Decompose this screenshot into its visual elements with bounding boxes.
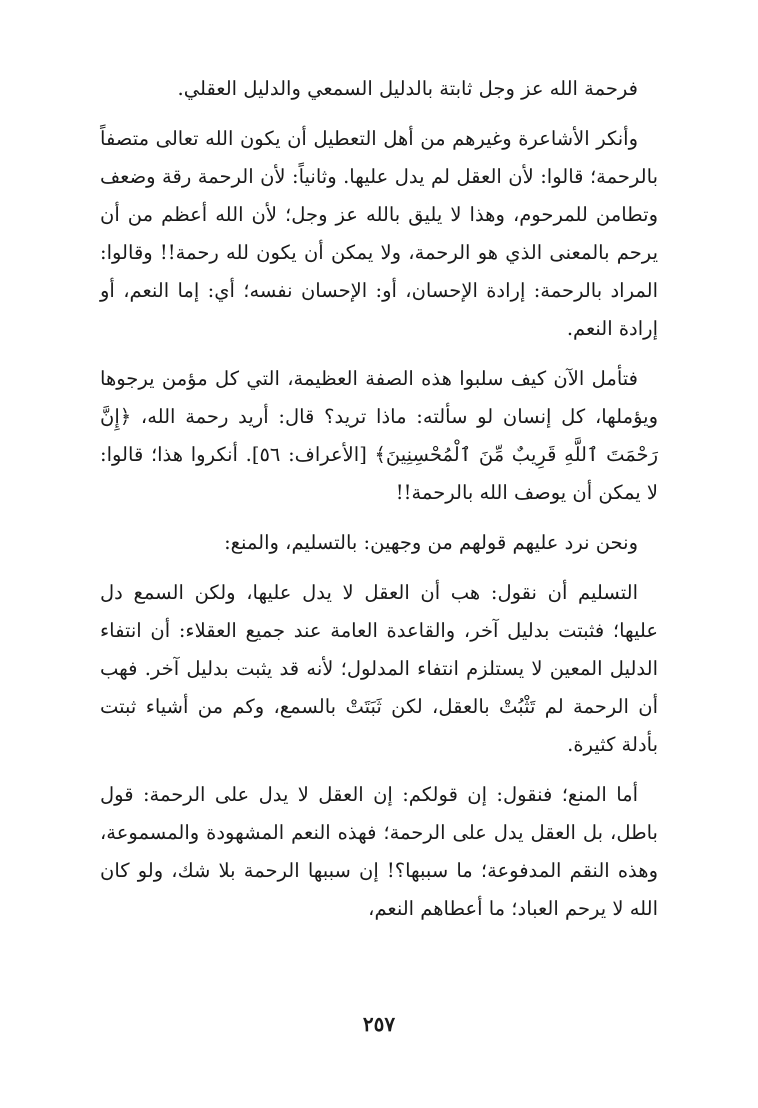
page-number: ٢٥٧	[362, 1012, 396, 1036]
paragraph-5: التسليم أن نقول: هب أن العقل لا يدل عليها، ولكن السمع دل عليها؛ فثبتت بدليل آخر، والقاعدة العامة عند جميع العقلاء: أن انتفاء الدليل المعين لا يستلزم انتفاء المدلول؛ لأنه قد يثبت بدليل آخر. فهب أن الرحمة لم تَثْبُتْ بالعقل، لكن ثَبَتَتْ بالسمع، وكم من أشياء ثبتت بأدلة كثيرة.	[100, 581, 658, 756]
paragraph-1: فرحمة الله عز وجل ثابتة بالدليل السمعي والدليل العقلي.	[177, 77, 638, 100]
paragraph-3: فتأمل الآن كيف سلبوا هذه الصفة العظيمة، التي كل مؤمن يرجوها ويؤملها، كل إنسان لو سألته: ماذا تريد؟ قال: أريد رحمة الله، ﴿إِنَّ رَحْمَتَ ٱللَّهِ قَرِيبٌ مِّنَ ٱلْمُحْسِنِينَ﴾ [الأعراف: ٥٦]. أنكروا هذا؛ قالوا: لا يمكن أن يوصف الله بالرحمة!!	[100, 367, 658, 504]
paragraph-2: وأنكر الأشاعرة وغيرهم من أهل التعطيل أن يكون الله تعالى متصفاً بالرحمة؛ قالوا: لأن العقل لم يدل عليها. وثانياً: لأن الرحمة رقة وضعف وتطامن للمرحوم، وهذا لا يليق بالله عز وجل؛ لأن الله أعظم من أن يرحم بالمعنى الذي هو الرحمة، ولا يمكن أن يكون لله رحمة!! وقالوا: المراد بالرحمة: إرادة الإحسان، أو: الإحسان نفسه؛ أي: إما النعم، أو إرادة النعم.	[100, 127, 658, 340]
paragraph-6: أما المنع؛ فنقول: إن قولكم: إن العقل لا يدل على الرحمة: قول باطل، بل العقل يدل على الرحمة؛ فهذه النعم المشهودة والمسموعة، وهذه النقم المدفوعة؛ ما سببها؟! إن سببها الرحمة بلا شك، ولو كان الله لا يرحم العباد؛ ما أعطاهم النعم،	[100, 783, 658, 920]
body-text	[100, 70, 658, 928]
paragraph-4: ونحن نرد عليهم قولهم من وجهين: بالتسليم، والمنع:	[224, 531, 638, 554]
